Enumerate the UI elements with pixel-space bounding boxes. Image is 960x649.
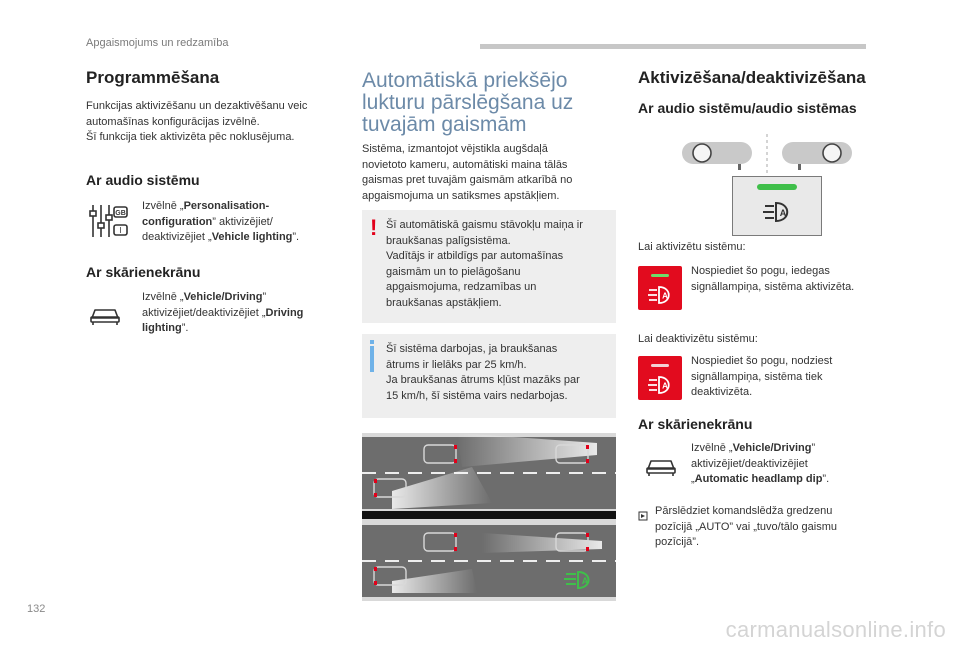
auto-headlamp-icon (763, 201, 793, 223)
intro-line: Šī funkcija tiek aktivizēta pēc noklusējuma. (86, 131, 295, 143)
info-note: Šī sistēma darbojas, ja braukšanas ātrums ir lielāks par 25 km/h. Ja braukšanas ātrums kļūst mazāks par 15 km/h, šī sistēma vairs nedarbojas. (362, 334, 616, 418)
steering-wheel-icon (680, 134, 854, 174)
warning-note: ! Šī automātiskā gaismu stāvokļu maiņa ir braukšanas palīgsistēma. Vadītājs ir atbildīgs par automašīnas gaismām un to pielāgošanu apgaismojuma, redzamības un braukšanas apstākļiem. (362, 210, 616, 323)
programming-intro (86, 99, 346, 146)
deactivate-button-illustration (638, 356, 682, 400)
lamp-on-icon (651, 274, 669, 277)
touch-instructions: Izvēlnē „Vehicle/Driving” aktivizējiet/deaktivizējiet „Driving lighting”. (142, 291, 304, 334)
section-title-programming: Programmēšana (86, 68, 220, 87)
info-icon (370, 346, 374, 372)
svg-text:GB: GB (115, 210, 126, 217)
heading-touchscreen: Ar skārienekrānu (86, 264, 201, 280)
activate-label: Lai aktivizētu sistēmu: (638, 241, 746, 253)
warning-icon: ! (370, 215, 378, 240)
section-title-activation: Aktivizēšana/deaktivizēšana (638, 68, 866, 87)
header-divider-bar (480, 44, 866, 49)
stalk-instruction: Pārslēdziet komandslēdža gredzenu pozīcijā „AUTO” vai „tuvo/tālo gaismu pozīcijā”. (655, 505, 837, 548)
running-header: Apgaismojums un redzamība (86, 37, 229, 49)
audio-instructions: Izvēlnē „Personalisation- configuration” aktivizējiet/ deaktivizējiet „Vehicle lighting”. (142, 200, 300, 243)
section-title-auto-high-beam: Automātiskā priekšējo lukturu pārslēgšana uz tuvajām gaismām (362, 69, 574, 136)
svg-text:I: I (119, 226, 122, 235)
watermark: carmanualsonline.info (725, 617, 946, 642)
intro-line: Funkcijas aktivizēšanu un dezaktivēšanu veic (86, 100, 308, 112)
indicator-lamp-icon (757, 184, 797, 190)
touch-activation-instructions: Izvēlnē „Vehicle/Driving” aktivizējiet/deaktivizējiet „Automatic headlamp dip”. (691, 442, 830, 485)
auto-high-beam-description: Sistēma, izmantojot vējstikla augšdaļā novietoto kameru, automātiski maina tālās gaismas pret tuvajām gaismām atkarībā no apgaismojuma un satiksmes apstākļiem. (362, 143, 573, 202)
bullet-arrow-icon (638, 508, 650, 518)
svg-text:A: A (581, 576, 589, 586)
activate-instructions: Nospiediet šo pogu, iedegas signāllampiņa, sistēma aktivizēta. (691, 265, 855, 293)
deactivate-label: Lai deaktivizētu sistēmu: (638, 333, 758, 345)
heading-touchscreen-activation: Ar skārienekrānu (638, 416, 753, 432)
auto-lighting-button-panel[interactable] (732, 176, 822, 236)
heading-audio-system-variant: Ar audio sistēmu/audio sistēmas (638, 100, 857, 116)
settings-sliders-icon (88, 203, 130, 239)
lamp-off-icon (651, 364, 669, 367)
car-icon (89, 304, 121, 326)
car-icon (645, 455, 677, 477)
page-number: 132 (27, 603, 46, 615)
road-scene-illustration (362, 433, 616, 601)
svg-text:A: A (779, 208, 787, 218)
svg-text:A: A (662, 381, 668, 391)
intro-line: automašīnas konfigurācijas izvēlnē. (86, 115, 260, 128)
deactivate-instructions: Nospiediet šo pogu, nodziest signāllampiņa, sistēma tiek deaktivizēta. (691, 355, 833, 398)
svg-text:A: A (662, 291, 668, 301)
heading-audio-system: Ar audio sistēmu (86, 172, 200, 188)
activate-button-illustration (638, 266, 682, 310)
